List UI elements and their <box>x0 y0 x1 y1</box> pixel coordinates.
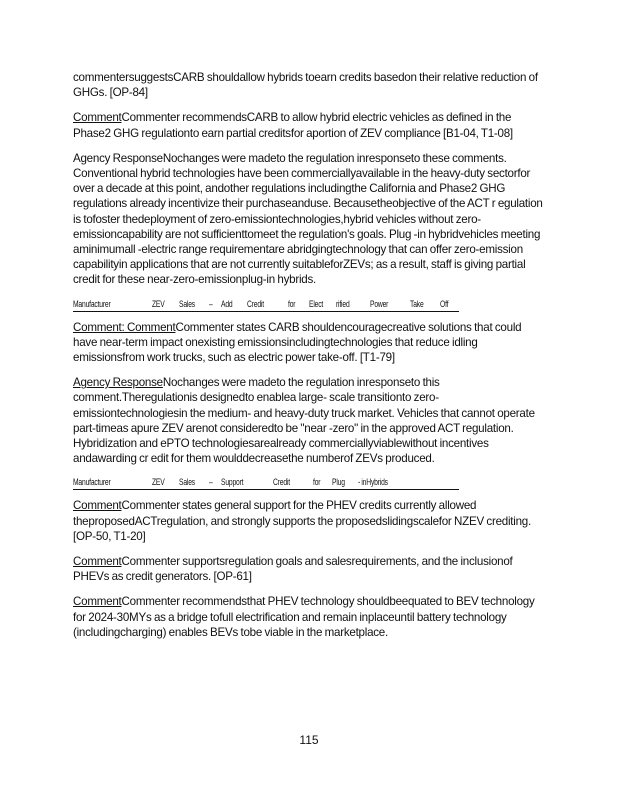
comment-paragraph-3 <box>73 498 543 544</box>
agency-response-2 <box>73 375 543 466</box>
section-header-plugin <box>73 476 459 490</box>
comment-text: Commenter recommendsCARB to allow hybrid electric vehicles as defined in the Phase2 GHG regulationto earn partial creditsfor aportion of ZEV compliance [B1-04, T1-08] <box>73 111 513 140</box>
header-word: Plug <box>332 477 345 488</box>
response-text: Nochanges were madeto the regulation inresponseto these comments. Conventional hybrid technologies have been commerciallyavailable in the heavy-duty sectorfor over a decade at this point, andother regulations includingthe California and Phase2 GHG regulations already incentivize their purchaseanduse. Becausetheobjective of the ACT r egulation is tofoster thedeployment of zero-emissiontechnologies,hybrid vehicles without zero-emissioncapability are not sufficienttomeet the regulation's goals. Plug -in hybridvehicles meeting aminimumall -electric range requirementare abridgingtechnology that can offer zero-emission capabilityin applications that are not currently suitableforZEVs; as a result, staff is giving partial credit for these near-zero-emissionplug-in hybrids. <box>73 151 543 287</box>
response-label: Agency Response <box>73 376 163 390</box>
header-word: Sales <box>179 477 195 488</box>
header-word: Add <box>221 298 233 309</box>
section-header-epto <box>73 298 459 312</box>
header-word: – <box>209 298 213 309</box>
header-word: Manufacturer <box>73 477 111 488</box>
header-word: Elect <box>309 298 324 309</box>
comment-text: Commenter recommendsthat PHEV technology shouldbeequated to BEV technology for 2024-30MYs as a bridge tofull electrification and remain inplaceuntil battery technology (includingcharging) enables BEVs tobe viable in the marketplace. <box>73 595 535 639</box>
comment-label: Comment: Comment <box>73 320 176 334</box>
comment-paragraph-4 <box>73 554 543 584</box>
comment-text: Commenter states general support for the PHEV credits currently allowed theproposedACTregulation, and strongly supports the proposedslidingscalefor NZEV crediting. [OP-50, T1-20] <box>73 499 531 543</box>
agency-response-1 <box>73 151 543 288</box>
header-word: Power <box>370 298 389 309</box>
header-word: Credit <box>273 477 290 488</box>
comment-label: Comment <box>73 595 122 609</box>
page-number: 115 <box>299 733 319 747</box>
header-word: for <box>313 477 321 488</box>
comment-text: Commenter states CARB shouldencouragecreative solutions that could have near-term impact onexisting emissionsincludingtechnologies that reduce idling emissionsfrom work trucks, such as electric power take-off. [T1-79] <box>73 320 522 365</box>
comment-label: Comment <box>73 499 122 513</box>
header-word: ZEV <box>152 477 165 488</box>
response-text: Nochanges were madeto the regulation inresponseto this comment.Theregulationis designedto enablea large- scale transitionto zero-emissiontechnologiesin the medium- and heavy-duty truck market. Vehicles that cannot operate part-timeas apure ZEV arenot consideredto be "near -zero" in the approved ACT regulation. Hybridization and ePTO technologiesarealready commerciallyviablewithout incentives andawarding cr edit for them woulddecreasethe numberof ZEVs produced. <box>73 376 535 466</box>
header-word: Support <box>221 477 244 488</box>
comment-paragraph-1 <box>73 110 543 140</box>
comment-paragraph-5 <box>73 594 543 640</box>
header-word: Take <box>410 298 424 309</box>
header-word: Sales <box>179 298 195 309</box>
header-word: Credit <box>247 298 264 309</box>
header-word: - inHybrids <box>358 477 388 488</box>
header-word: rified <box>336 298 350 309</box>
header-word: Off <box>440 298 449 309</box>
header-word: ZEV <box>152 298 165 309</box>
comment-text: Commenter supportsregulation goals and salesrequirements, and the inclusionof PHEVs as credit generators. [OP-61] <box>73 555 513 584</box>
paragraph-1: commentersuggestsCARB shouldallow hybrids toearn credits basedon their relative reduction of GHGs. [OP-84] <box>73 71 538 100</box>
header-word: for <box>288 298 296 309</box>
comment-paragraph-2 <box>73 320 543 366</box>
comment-label: Comment <box>73 111 122 125</box>
header-word: Manufacturer <box>73 298 111 309</box>
header-word: – <box>209 477 213 488</box>
response-label: Agency Response <box>73 151 163 165</box>
comment-label: Comment <box>73 555 122 569</box>
document-body <box>73 70 543 650</box>
